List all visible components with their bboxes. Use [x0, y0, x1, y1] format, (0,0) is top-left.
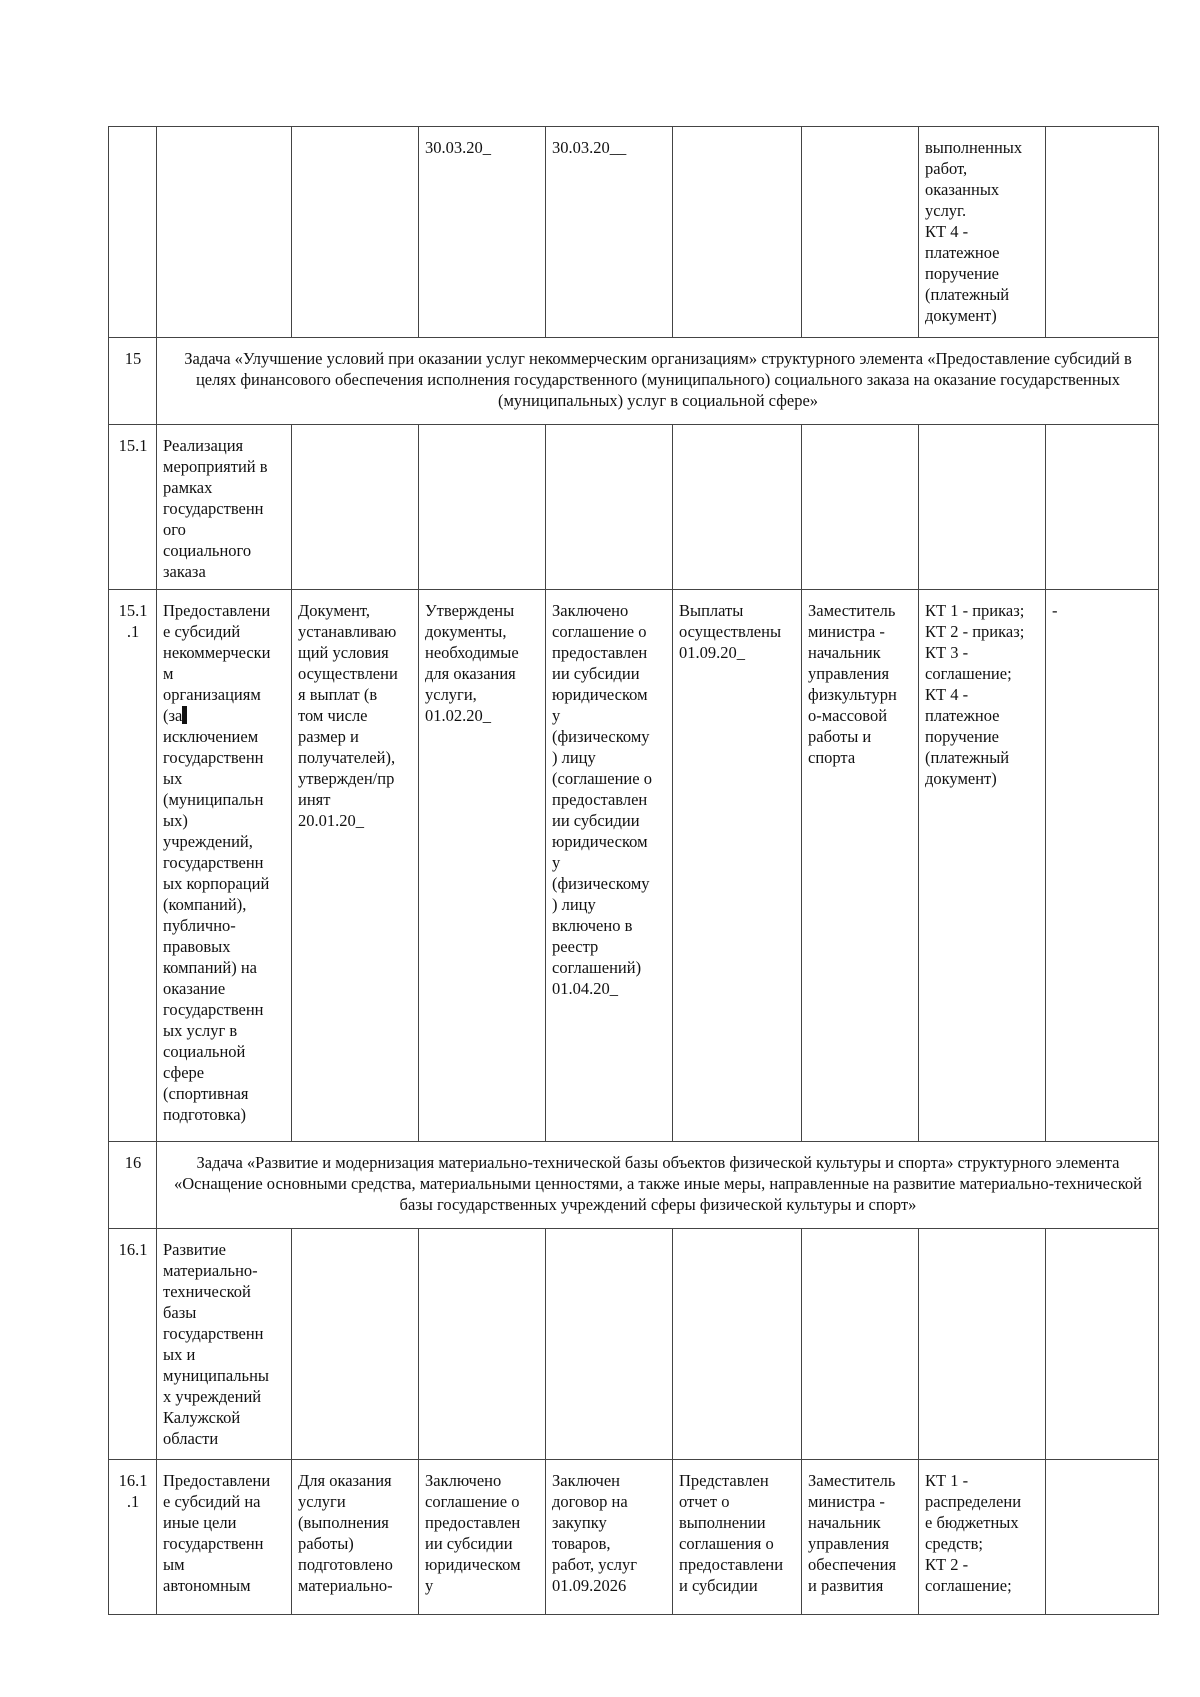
cell-control-points: [919, 425, 1046, 590]
cell-event: Реализация мероприятий в рамках государственн ого социального заказа: [157, 425, 292, 590]
cell-responsible: [802, 127, 919, 338]
cell-control-points: [919, 1229, 1046, 1460]
cell-event: Предоставлени е субсидий на иные цели государственн ым автономным: [157, 1460, 292, 1615]
cell-result: [673, 127, 802, 338]
table-row-16-1: [109, 1229, 1159, 1460]
cell-control-points: выполненных работ, оказанных услуг. КТ 4 - платежное поручение (платежный документ): [919, 127, 1046, 338]
table-row-continuation: [109, 127, 1159, 338]
cell-event: [157, 590, 292, 1142]
cell-event-part-2: исключением государственн ых (муниципальн ых) учреждений, государственн ых корпораций (компаний), публично- правовых компаний) на оказание государственн ых услуг в социальной сфере (спортивная подготовка): [163, 727, 270, 1124]
cell-result: Выплаты осуществлены 01.09.20_: [673, 590, 802, 1142]
cell-doc: Документ, устанавливаю щий условия осуществлени я выплат (в том числе размер и получателей), утвержден/пр инят 20.01.20_: [292, 590, 419, 1142]
table-row-15-1: [109, 425, 1159, 590]
cell-doc: [292, 1229, 419, 1460]
cell-date-1: [419, 425, 546, 590]
cell-num: 16.1: [109, 1229, 157, 1460]
cell-note: [1046, 1460, 1159, 1615]
cell-num: 15.1 .1: [109, 590, 157, 1142]
cell-doc: [292, 127, 419, 338]
table-row-task-16: [109, 1142, 1159, 1229]
cell-responsible: [802, 425, 919, 590]
cell-task-text: Задача «Улучшение условий при оказании услуг некоммерческим организациям» структурного элемента «Предоставление субсидий в целях финансового обеспечения исполнения государственного (муниципального) социального заказа на оказание государственных (муниципальных) услуг в социальной сфере»: [157, 338, 1159, 425]
cell-date-1: Заключено соглашение о предоставлен ии субсидии юридическом у: [419, 1460, 546, 1615]
cell-date-2: Заключено соглашение о предоставлен ии субсидии юридическом у (физическому ) лицу (соглашение о предоставлен ии субсидии юридическом у (физическому ) лицу включено в реестр соглашений) 01.04.20_: [546, 590, 673, 1142]
cell-note: [1046, 1229, 1159, 1460]
text-cursor: [182, 706, 187, 724]
cell-responsible: Заместитель министра - начальник управления обеспечения и развития: [802, 1460, 919, 1615]
cell-date-2: [546, 425, 673, 590]
cell-event: [157, 127, 292, 338]
cell-responsible: Заместитель министра - начальник управления физкультурн о-массовой работы и спорта: [802, 590, 919, 1142]
cell-num: 15: [109, 338, 157, 425]
cell-note: [1046, 127, 1159, 338]
cell-date-2: [546, 1229, 673, 1460]
cell-note: -: [1046, 590, 1159, 1142]
cell-event: Развитие материально- технической базы государственн ых и муниципальны х учреждений Калужской области: [157, 1229, 292, 1460]
cell-task-text: Задача «Развитие и модернизация материально-технической базы объектов физической культуры и спорта» структурного элемента «Оснащение основными средства, материальными ценностями, а также иные меры, направленные на развитие материально-технической базы государственных учреждений сферы физической культуры и спорт»: [157, 1142, 1159, 1229]
cell-doc: Для оказания услуги (выполнения работы) подготовлено материально-: [292, 1460, 419, 1615]
table-row-15-1-1: [109, 590, 1159, 1142]
cell-responsible: [802, 1229, 919, 1460]
table-row-task-15: [109, 338, 1159, 425]
cell-result: [673, 1229, 802, 1460]
cell-result: [673, 425, 802, 590]
table-row-16-1-1: [109, 1460, 1159, 1615]
cell-event-part-1: Предоставлени е субсидий некоммерчески м организациям (за: [163, 601, 271, 725]
cell-date-1: [419, 1229, 546, 1460]
cell-control-points: КТ 1 - приказ; КТ 2 - приказ; КТ 3 - соглашение; КТ 4 - платежное поручение (платежный документ): [919, 590, 1046, 1142]
cell-result: Представлен отчет о выполнении соглашения о предоставлени и субсидии: [673, 1460, 802, 1615]
cell-doc: [292, 425, 419, 590]
cell-date-2: Заключен договор на закупку товаров, работ, услуг 01.09.2026: [546, 1460, 673, 1615]
cell-date-1: 30.03.20_: [419, 127, 546, 338]
cell-note: [1046, 425, 1159, 590]
cell-num: 16: [109, 1142, 157, 1229]
cell-control-points: КТ 1 - распределени е бюджетных средств; КТ 2 - соглашение;: [919, 1460, 1046, 1615]
cell-date-2: 30.03.20__: [546, 127, 673, 338]
cell-num: 16.1 .1: [109, 1460, 157, 1615]
cell-date-1: Утверждены документы, необходимые для оказания услуги, 01.02.20_: [419, 590, 546, 1142]
plan-table: [108, 126, 1159, 1615]
cell-num: [109, 127, 157, 338]
cell-num: 15.1: [109, 425, 157, 590]
